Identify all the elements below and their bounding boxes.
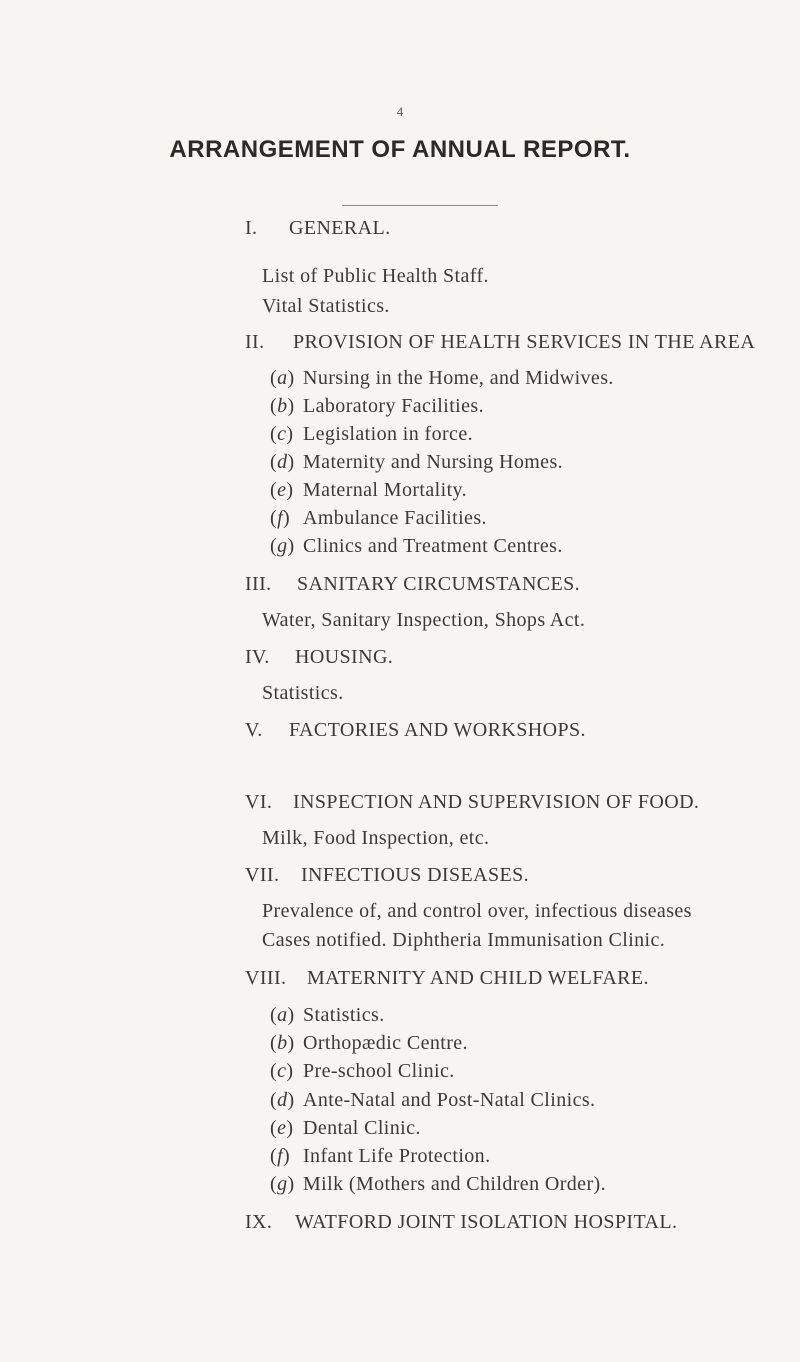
section-heading (245, 573, 580, 596)
item-letter: c (277, 1060, 287, 1082)
item-label: (d) (270, 451, 295, 473)
section-title: INFECTIOUS DISEASES. (301, 864, 530, 886)
item-text: Laboratory Facilities. (303, 395, 484, 417)
item-label: (a) (270, 367, 295, 389)
section-title: WATFORD JOINT ISOLATION HOSPITAL. (295, 1211, 678, 1233)
item-text: Orthopædic Centre. (303, 1032, 468, 1054)
title-divider (342, 205, 498, 206)
section-numeral: V. (245, 719, 263, 741)
section-title: SANITARY CIRCUMSTANCES. (297, 573, 581, 595)
section-item (270, 367, 614, 390)
section-subtopic: Milk, Food Inspection, etc. (262, 827, 490, 849)
item-text: Milk (Mothers and Children Order). (303, 1173, 606, 1195)
item-text: Ambulance Facilities. (303, 507, 487, 529)
page-title: ARRANGEMENT OF ANNUAL REPORT. (169, 136, 631, 163)
section-heading (245, 791, 699, 814)
item-text: Statistics. (303, 1004, 385, 1026)
section-numeral: VII. (245, 864, 280, 886)
section-title: PROVISION OF HEALTH SERVICES IN THE AREA (293, 331, 756, 353)
section-item (270, 507, 487, 530)
item-label: (b) (270, 1032, 295, 1054)
section-title: INSPECTION AND SUPERVISION OF FOOD. (293, 791, 700, 813)
item-letter: g (277, 535, 288, 557)
item-letter: f (277, 1145, 284, 1167)
section-numeral: IV. (245, 646, 270, 668)
item-letter: f (277, 507, 284, 529)
section-subtopic: Cases notified. Diphtheria Immunisation Clinic. (262, 929, 666, 951)
item-letter: b (277, 395, 288, 417)
section-item (270, 1060, 455, 1083)
page-number: 4 (396, 104, 404, 119)
section-heading (245, 217, 391, 240)
item-letter: a (277, 367, 288, 389)
item-letter: e (277, 1117, 287, 1139)
section-numeral: II. (245, 331, 265, 353)
item-text: Legislation in force. (303, 423, 474, 445)
section-subtopic: List of Public Health Staff. (262, 265, 489, 287)
section-heading (245, 719, 586, 742)
section-numeral: VI. (245, 791, 273, 813)
section-title: HOUSING. (295, 646, 394, 668)
section-item (270, 1089, 595, 1112)
section-heading (245, 967, 649, 990)
section-item (270, 1173, 606, 1196)
item-text: Maternal Mortality. (303, 479, 468, 501)
item-text: Clinics and Treatment Centres. (303, 535, 563, 557)
item-text: Infant Life Protection. (303, 1145, 491, 1167)
section-heading (245, 331, 755, 354)
item-letter: d (277, 1089, 288, 1111)
item-label: (f) (270, 507, 291, 529)
item-label: (g) (270, 1173, 295, 1195)
item-text: Nursing in the Home, and Midwives. (303, 367, 614, 389)
item-text: Dental Clinic. (303, 1117, 421, 1139)
section-numeral: I. (245, 217, 258, 239)
item-label: (e) (270, 1117, 294, 1139)
section-item (270, 1117, 421, 1140)
section-title: MATERNITY AND CHILD WELFARE. (307, 967, 649, 989)
section-item (270, 535, 563, 558)
section-heading (245, 864, 529, 887)
item-label: (d) (270, 1089, 295, 1111)
item-label: (b) (270, 395, 295, 417)
section-heading (245, 1211, 677, 1234)
item-text: Pre-school Clinic. (303, 1060, 455, 1082)
section-subtopic: Water, Sanitary Inspection, Shops Act. (262, 609, 586, 631)
item-letter: b (277, 1032, 288, 1054)
section-item (270, 1145, 490, 1168)
section-heading (245, 646, 393, 669)
section-item (270, 395, 484, 418)
section-numeral: IX. (245, 1211, 273, 1233)
section-item (270, 1032, 468, 1055)
item-label: (e) (270, 479, 294, 501)
section-title: GENERAL. (289, 217, 391, 239)
item-text: Ante-Natal and Post-Natal Clinics. (303, 1089, 596, 1111)
section-numeral: III. (245, 573, 272, 595)
section-title: FACTORIES AND WORKSHOPS. (289, 719, 586, 741)
section-numeral: VIII. (245, 967, 287, 989)
item-letter: c (277, 423, 287, 445)
section-item (270, 451, 563, 474)
item-label: (f) (270, 1145, 291, 1167)
item-label: (c) (270, 423, 294, 445)
item-letter: e (277, 479, 287, 501)
item-letter: d (277, 451, 288, 473)
item-letter: a (277, 1004, 288, 1026)
section-item (270, 1004, 385, 1027)
item-label: (c) (270, 1060, 294, 1082)
item-text: Maternity and Nursing Homes. (303, 451, 564, 473)
item-letter: g (277, 1173, 288, 1195)
section-subtopic: Prevalence of, and control over, infectious diseases (262, 900, 692, 922)
item-label: (a) (270, 1004, 295, 1026)
section-item (270, 423, 473, 446)
section-subtopic: Statistics. (262, 682, 344, 704)
item-label: (g) (270, 535, 295, 557)
section-item (270, 479, 467, 502)
section-subtopic: Vital Statistics. (262, 295, 390, 317)
